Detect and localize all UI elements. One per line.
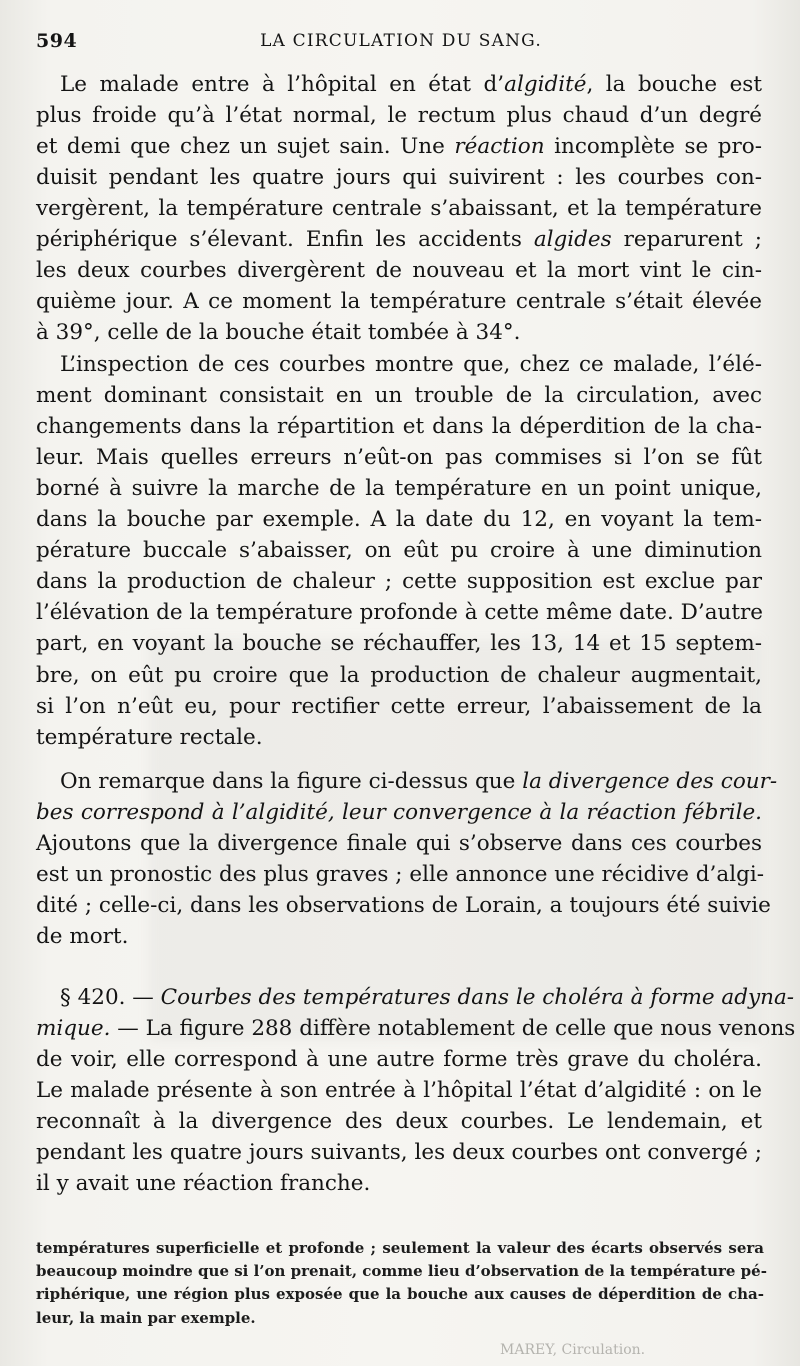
paragraph3-line-5 (36, 891, 771, 921)
footnote-line-1: températures superficielle et profonde ; seulement la valeur des écarts observés sera (36, 1239, 764, 1257)
text-segment: , la bouche est (586, 72, 762, 97)
paragraph4-line-1 (36, 983, 795, 1013)
text-segment: Le malade entre à l’hôpital en état d’ (60, 72, 505, 97)
text-segment: à 39°, celle de la bouche était tombée à 34°. (36, 320, 521, 346)
paragraph3-line-2 (36, 798, 762, 828)
text-segment: Ajoutons que la divergence finale qui s’observe dans ces courbes (36, 831, 762, 857)
text-segment: de mort. (36, 924, 129, 950)
text-segment: périphérique s’élevant. Enfin les accidents (36, 227, 534, 253)
text-segment: duisit pendant les quatre jours qui suivirent : les courbes con- (36, 165, 762, 191)
paragraph1-line-6 (36, 225, 762, 255)
paragraph4-line-6 (36, 1138, 762, 1168)
text-segment: est un pronostic des plus graves ; elle annonce une récidive d’algi- (36, 862, 764, 888)
paragraph3-line-6 (36, 922, 762, 952)
paragraph1-line-4 (36, 163, 762, 193)
paragraph4-line-5 (36, 1107, 762, 1137)
text-segment: vergèrent, la température centrale s’abaissant, et la température (36, 196, 762, 222)
paragraph4-line-3 (36, 1045, 762, 1075)
paragraph2-line-5: borné à suivre la marche de la température en un point unique, (36, 476, 762, 502)
paragraph1-line-2 (36, 101, 762, 131)
text-segment: quième jour. A ce moment la température centrale s’était élevée (36, 289, 762, 315)
paragraph2-line-11: bre, on eût pu croire que la production de chaleur augmentait, (36, 662, 762, 688)
paragraph2-line-6: dans la bouche par exemple. A la date du 12, en voyant la tem- (36, 507, 762, 533)
paragraph2-line-4: leur. Mais quelles erreurs n’eût-on pas commises si l’on se fût (36, 445, 762, 471)
paragraph1-line-8 (36, 287, 762, 317)
italic-text: algidité (504, 72, 587, 97)
text-segment: reconnaît à la divergence des deux courbes. Le lendemain, et (36, 1109, 762, 1135)
italic-text: Courbes des températures dans le choléra à forme adyna- (160, 985, 795, 1010)
paragraph4-line-7 (36, 1169, 762, 1199)
page-header (36, 30, 766, 58)
italic-text: algides (533, 227, 612, 253)
paragraph2-line-13: température rectale. (36, 724, 263, 750)
paragraph4-line-2 (36, 1014, 796, 1044)
text-segment: reparurent ; (611, 227, 762, 253)
text-segment: il y avait une réaction franche. (36, 1171, 371, 1197)
paragraph1-line-5 (36, 194, 762, 224)
bleed-through-text: MAREY, Circulation. (500, 1342, 646, 1358)
paragraph2-line-1: L’inspection de ces courbes montre que, chez ce malade, l’élé- (60, 352, 762, 377)
paragraph2-line-2: ment dominant consistait en un trouble de la circulation, avec (36, 383, 762, 409)
paragraph2-line-12: si l’on n’eût eu, pour rectifier cette erreur, l’abaissement de la (36, 693, 762, 719)
italic-text: bes correspond à l’algidité, leur convergence à la réaction fébrile. (36, 800, 762, 826)
paragraph2-line-9: l’élévation de la température profonde à cette même date. D’autre (36, 600, 764, 626)
text-segment: et demi que chez un sujet sain. Une (36, 134, 455, 160)
paragraph1-line-7 (36, 256, 762, 286)
italic-text: réaction (454, 134, 545, 160)
text-segment: plus froide qu’à l’état normal, le rectum plus chaud d’un degré (36, 103, 762, 129)
paragraph1-line-3 (36, 132, 762, 162)
paragraph2-line-7: pérature buccale s’abaisser, on eût pu croire à une diminution (36, 538, 762, 564)
paragraph4-line-4 (36, 1076, 762, 1106)
text-segment: § 420. — (60, 985, 161, 1010)
paragraph3-line-4 (36, 860, 762, 890)
paragraph3-line-1 (36, 767, 778, 797)
paragraph3-line-3 (36, 829, 762, 859)
paragraph1-line-1 (36, 70, 762, 100)
text-segment: pendant les quatre jours suivants, les deux courbes ont convergé ; (36, 1140, 762, 1166)
text-segment: de voir, elle correspond à une autre forme très grave du choléra. (36, 1047, 762, 1073)
text-segment: Le malade présente à son entrée à l’hôpital l’état d’algidité : on le (36, 1078, 762, 1104)
text-segment: — La figure 288 diffère notablement de celle que nous venons (110, 1016, 796, 1042)
paragraph1-line-9 (36, 318, 762, 348)
text-segment: On remarque dans la figure ci-dessus que (60, 769, 523, 794)
paragraph2-line-8: dans la production de chaleur ; cette supposition est exclue par (36, 569, 762, 595)
text-segment: les deux courbes divergèrent de nouveau et la mort vint le cin- (36, 258, 762, 284)
footnote-line-2: beaucoup moindre que si l’on prenait, comme lieu d’observation de la température pé- (36, 1262, 767, 1281)
running-title: LA CIRCULATION DU SANG. (260, 31, 542, 51)
paragraph2-line-3: changements dans la répartition et dans la déperdition de la cha- (36, 414, 762, 440)
footnote-line-4: leur, la main par exemple. (36, 1308, 256, 1327)
footnote-line-3: riphérique, une région plus exposée que la bouche aux causes de déperdition de cha- (36, 1285, 764, 1304)
text-segment: dité ; celle-ci, dans les observations de Lorain, a toujours été suivie (36, 893, 771, 919)
italic-text: la divergence des cour- (522, 769, 778, 794)
paragraph2-line-10: part, en voyant la bouche se réchauffer, les 13, 14 et 15 septem- (36, 631, 762, 657)
italic-text: mique. (36, 1016, 111, 1042)
text-segment: incomplète se pro- (544, 134, 762, 160)
page-number: 594 (36, 30, 78, 52)
